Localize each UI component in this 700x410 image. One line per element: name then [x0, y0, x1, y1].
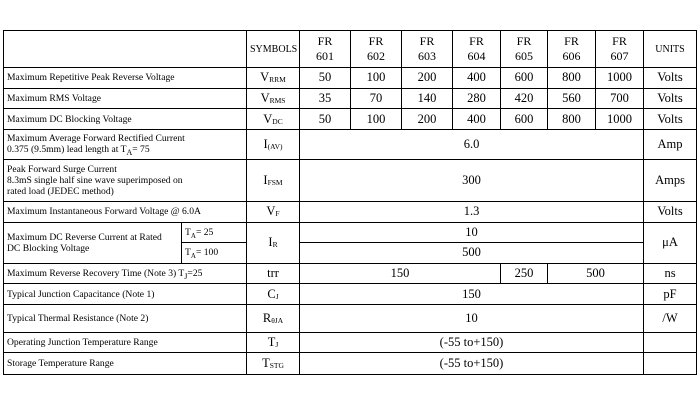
param-label: Maximum DC Reverse Current at Rated DC Blocking Voltage — [4, 222, 182, 263]
condition-ta-25: $T_A= 25$ — [182, 222, 247, 243]
unit-cell — [644, 332, 697, 353]
value-cell: 1.3 — [300, 201, 644, 222]
symbol-cell: $I_R$ — [247, 222, 300, 263]
value-cell: 500 — [548, 263, 644, 284]
value-cell: 200 — [402, 68, 453, 89]
value-cell: 70 — [351, 88, 402, 109]
symbol-cell: $T_J$ — [247, 332, 300, 353]
row-vf — [4, 201, 697, 222]
symbol-cell: $T_{STG}$ — [247, 353, 300, 375]
value-cell: 400 — [453, 109, 501, 130]
row-tstg — [4, 353, 697, 375]
param-label: Storage Temperature Range — [4, 353, 247, 375]
symbol-cell: $C_J$ — [247, 284, 300, 305]
value-cell: 1000 — [596, 68, 644, 89]
param-label: Maximum Instantaneous Forward Voltage @ 6.0A — [4, 201, 247, 222]
header-part-605: FR 605 — [501, 31, 548, 68]
value-cell: 150 — [300, 284, 644, 305]
value-cell: 50 — [300, 68, 351, 89]
row-ir-25 — [4, 222, 697, 243]
value-cell: 200 — [402, 109, 453, 130]
row-vrms — [4, 88, 697, 109]
header-symbols: SYMBOLS — [247, 31, 300, 68]
value-cell: 250 — [501, 263, 548, 284]
symbol-cell: $V_{RMS}$ — [247, 88, 300, 109]
header-row — [4, 31, 697, 68]
param-label: Maximum Reverse Recovery Time (Note 3) $T_J=25$ — [4, 263, 247, 284]
row-iav — [4, 129, 697, 159]
header-part-604: FR 604 — [453, 31, 501, 68]
value-cell: 700 — [596, 88, 644, 109]
row-vdc — [4, 109, 697, 130]
unit-cell: Amps — [644, 159, 697, 201]
param-label: Typical Junction Capacitance (Note 1) — [4, 284, 247, 305]
value-cell: 300 — [300, 159, 644, 201]
value-cell: 140 — [402, 88, 453, 109]
row-vrrm — [4, 68, 697, 89]
header-units: UNITS — [644, 31, 697, 68]
value-cell: (-55 to+150) — [300, 332, 644, 353]
symbol-cell: $V_F$ — [247, 201, 300, 222]
symbol-cell: $V_{DC}$ — [247, 109, 300, 130]
value-cell: 10 — [300, 222, 644, 243]
param-label: Maximum Repetitive Peak Reverse Voltage — [4, 68, 247, 89]
unit-cell: μA — [644, 222, 697, 263]
unit-cell — [644, 353, 697, 375]
symbol-cell: $I_{(AV)}$ — [247, 129, 300, 159]
unit-cell: Volts — [644, 201, 697, 222]
symbol-cell: trr — [247, 263, 300, 284]
header-part-601: FR 601 — [300, 31, 351, 68]
unit-cell: Amp — [644, 129, 697, 159]
param-label: Peak Forward Surge Current 8.3mS single half sine wave superimposed on rated load (JEDEC method) — [4, 159, 247, 201]
value-cell: 420 — [501, 88, 548, 109]
value-cell: 600 — [501, 109, 548, 130]
param-label: Typical Thermal Resistance (Note 2) — [4, 304, 247, 332]
row-trr — [4, 263, 697, 284]
value-cell: 6.0 — [300, 129, 644, 159]
value-cell: (-55 to+150) — [300, 353, 644, 375]
row-tj — [4, 332, 697, 353]
header-part-602: FR 602 — [351, 31, 402, 68]
symbol-cell: $V_{RRM}$ — [247, 68, 300, 89]
header-parameter-blank — [4, 31, 247, 68]
value-cell: 50 — [300, 109, 351, 130]
header-part-606: FR 606 — [548, 31, 596, 68]
unit-cell: ns — [644, 263, 697, 284]
value-cell: 800 — [548, 68, 596, 89]
unit-cell: Volts — [644, 88, 697, 109]
unit-cell: pF — [644, 284, 697, 305]
unit-cell: /W — [644, 304, 697, 332]
value-cell: 600 — [501, 68, 548, 89]
row-rth — [4, 304, 697, 332]
header-part-607: FR 607 — [596, 31, 644, 68]
value-cell: 100 — [351, 68, 402, 89]
unit-cell: Volts — [644, 109, 697, 130]
unit-cell: Volts — [644, 68, 697, 89]
header-part-603: FR 603 — [402, 31, 453, 68]
value-cell: 100 — [351, 109, 402, 130]
value-cell: 280 — [453, 88, 501, 109]
symbol-cell: $I_{FSM}$ — [247, 159, 300, 201]
value-cell: 560 — [548, 88, 596, 109]
value-cell: 400 — [453, 68, 501, 89]
value-cell: 800 — [548, 109, 596, 130]
symbol-cell: $R_{\theta JA}$ — [247, 304, 300, 332]
value-cell: 35 — [300, 88, 351, 109]
value-cell: 10 — [300, 304, 644, 332]
value-cell: 1000 — [596, 109, 644, 130]
ratings-table — [3, 30, 697, 375]
row-cj — [4, 284, 697, 305]
param-label: Maximum Average Forward Rectified Current 0.375 (9.5mm) lead length at $T_A= 75$ — [4, 129, 247, 159]
param-label: Maximum DC Blocking Voltage — [4, 109, 247, 130]
value-cell: 150 — [300, 263, 501, 284]
param-label: Maximum RMS Voltage — [4, 88, 247, 109]
value-cell: 500 — [300, 243, 644, 264]
param-label: Operating Junction Temperature Range — [4, 332, 247, 353]
condition-ta-100: $T_A= 100$ — [182, 243, 247, 264]
row-ifsm — [4, 159, 697, 201]
